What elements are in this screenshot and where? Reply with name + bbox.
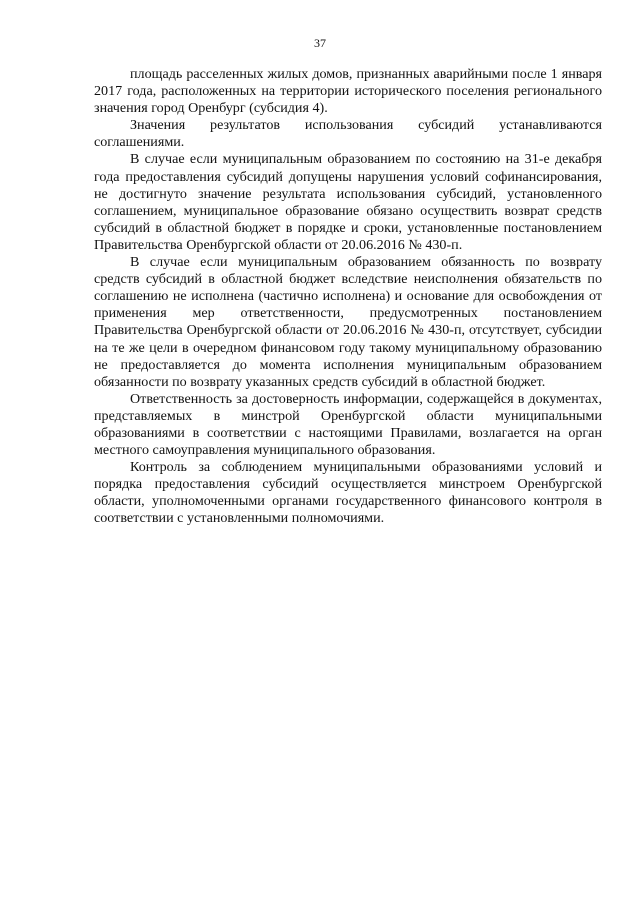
- paragraph-responsibility: Ответственность за достоверность информации, содержащейся в документах, представляемых в минстрой Оренбургской области муниципальными образованиями в соответствии с настоящими Правилами, возлагается на орган местного самоуправления муниципального образования.: [94, 390, 602, 459]
- page-number: 37: [314, 36, 326, 50]
- paragraph-results-values: Значения результатов использования субсидий устанавливаются соглашениями.: [94, 117, 602, 151]
- paragraph-return-of-funds: В случае если муниципальным образованием по состоянию на 31-е декабря года предоставления субсидий допущены нарушения условий софинансирования, не достигнуто значение результата использования субсидий, установленного соглашением, муниципальное образование обязано осуществить возврат средств субсидий в областной бюджет в порядке и сроки, установленные постановлением Правительства Оренбургской области от 20.06.2016 № 430-п.: [94, 151, 602, 253]
- paragraph-non-provision: В случае если муниципальным образованием обязанность по возврату средств субсидий в областной бюджет вследствие неисполнения обязательств по соглашению не исполнена (частично исполнена) и основание для освобождения от применения мер ответственности, предусмотренных постановлением Правительства Оренбургской области от 20.06.2016 № 430-п, отсутствует, субсидии на те же цели в очередном финансовом году такому муниципальному образованию не предоставляется до момента исполнения муниципальным образованием обязанности по возврату указанных средств субсидий в областной бюджет.: [94, 254, 602, 390]
- document-body: [94, 66, 602, 528]
- paragraph-control: Контроль за соблюдением муниципальными образованиями условий и порядка предоставления субсидий осуществляется минстроем Оренбургской области, уполномоченными органами государственного финансового контроля в соответствии с установленными полномочиями.: [94, 459, 602, 527]
- paragraph-subsidy-4: площадь расселенных жилых домов, признанных аварийными после 1 января 2017 года, расположенных на территории исторического поселения регионального значения город Оренбург (субсидия 4).: [94, 66, 602, 117]
